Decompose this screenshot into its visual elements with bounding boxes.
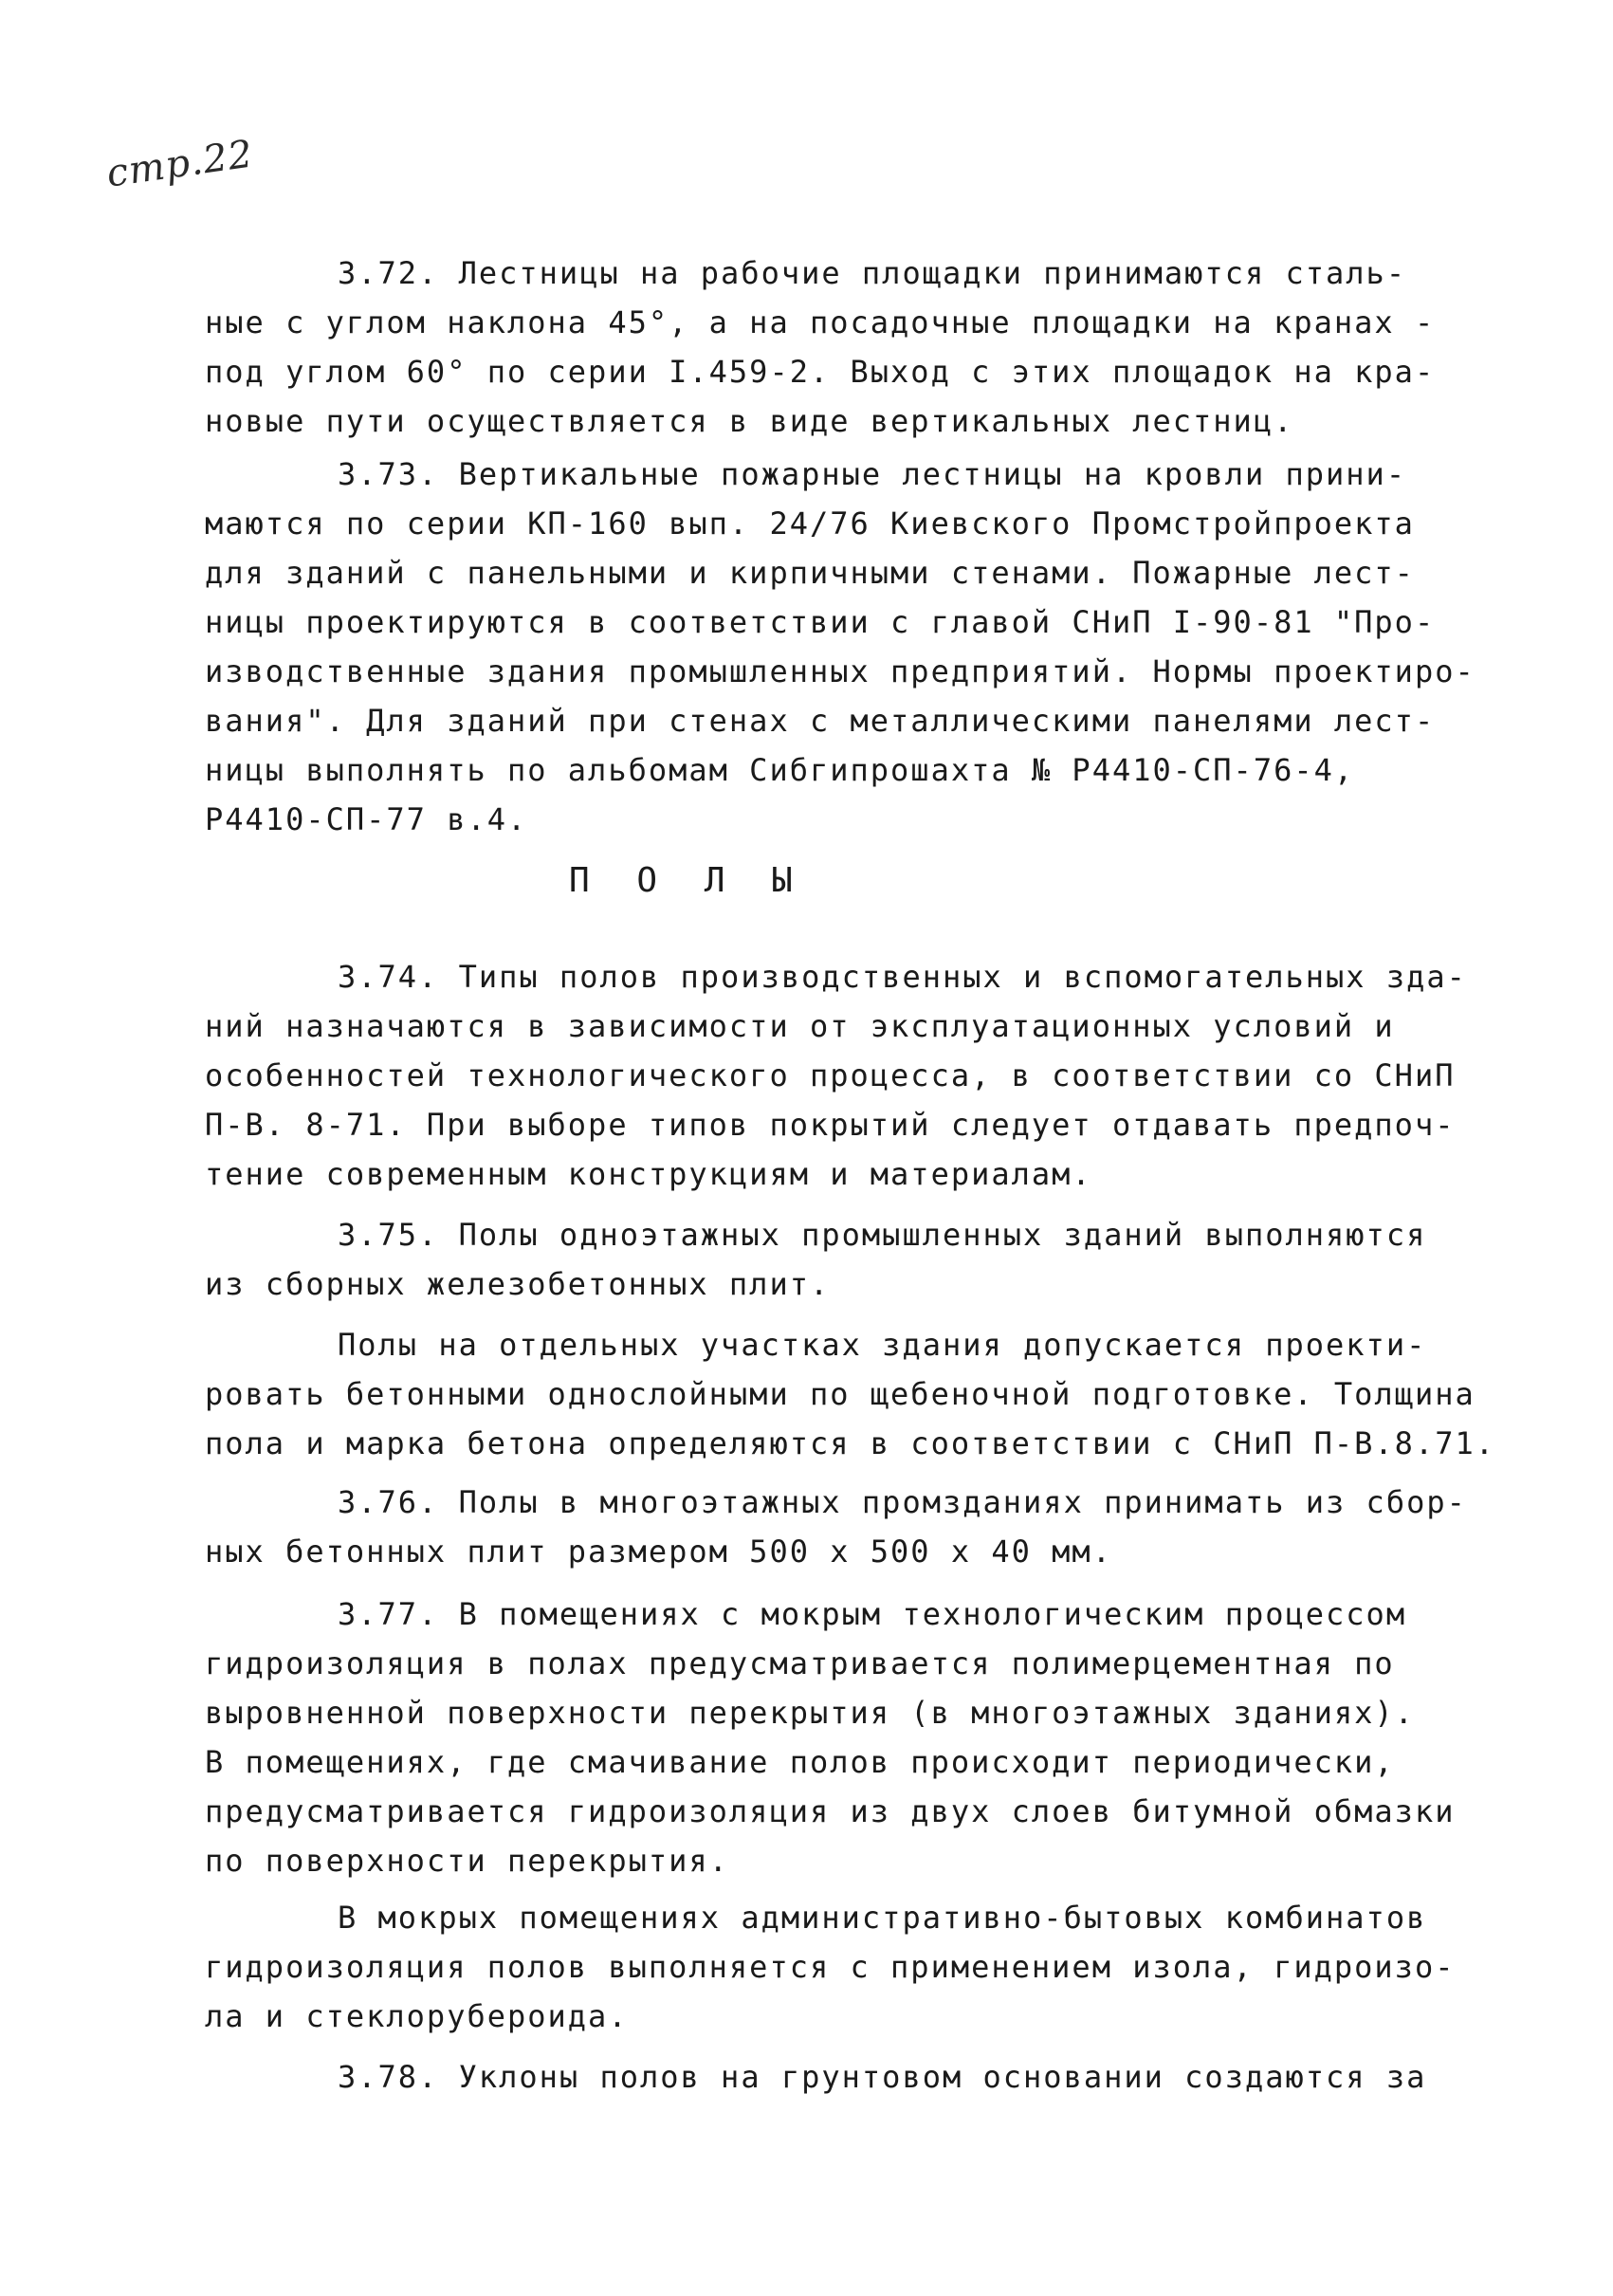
paragraph-3-75 (205, 1210, 1428, 1309)
paragraph-3-76 (205, 1478, 1467, 1576)
text-line: ных бетонных плит размером 500 х 500 х 40 мм. (205, 1534, 1112, 1570)
text-line: по поверхности перекрытия. (205, 1843, 729, 1879)
text-line: 3.75. Полы одноэтажных промышленных зданий выполняются (338, 1217, 1427, 1253)
text-line: П-В. 8-71. При выборе типов покрытий следует отдавать предпоч- (205, 1107, 1456, 1143)
text-line: выровненной поверхности перекрытия (в многоэтажных зданиях). (205, 1695, 1415, 1731)
text-line: тение современным конструкциям и материалам. (205, 1156, 1092, 1192)
text-line: 3.74. Типы полов производственных и вспомогательных зда- (338, 959, 1467, 995)
text-line: В мокрых помещениях административно-бытовых комбинатов (338, 1900, 1427, 1936)
text-line: Р4410-СП-77 в.4. (205, 801, 528, 837)
paragraph-floors-separate-areas (205, 1320, 1495, 1468)
text-line: ла и стеклорубероида. (205, 1998, 629, 2034)
text-line: гидроизоляция полов выполняется с применением изола, гидроизо- (205, 1949, 1456, 1985)
text-line: предусматривается гидроизоляция из двух слоев битумной обмазки (205, 1793, 1456, 1829)
text-line: 3.76. Полы в многоэтажных промзданиях принимать из сбор- (338, 1484, 1467, 1520)
text-line: ровать бетонными однослойными по щебеночной подготовке. Толщина (205, 1376, 1476, 1412)
text-line: под углом 60° по серии I.459-2. Выход с этих площадок на кра- (205, 354, 1436, 390)
paragraph-wet-rooms (205, 1893, 1456, 2041)
text-line: 3.72. Лестницы на рабочие площадки принимаются сталь- (338, 255, 1407, 291)
text-line: 3.78. Уклоны полов на грунтовом основании создаются за (338, 2059, 1427, 2095)
text-line: особенностей технологического процесса, в соответствии со СНиП (205, 1057, 1456, 1093)
paragraph-3-77 (205, 1589, 1456, 1885)
text-line: для зданий с панельными и кирпичными стенами. Пожарные лест- (205, 555, 1415, 591)
text-line: ницы проектируются в соответствии с главой СНиП I-90-81 "Про- (205, 604, 1436, 640)
text-line: ницы выполнять по альбомам Сибгипрошахта № Р4410-СП-76-4, (205, 752, 1355, 788)
text-line: ний назначаются в зависимости от эксплуатационных условий и (205, 1008, 1395, 1044)
text-line: гидроизоляция в полах предусматривается полимерцементная по (205, 1645, 1395, 1681)
text-line: пола и марка бетона определяются в соответствии с СНиП П-В.8.71. (205, 1425, 1495, 1461)
text-line: из сборных железобетонных плит. (205, 1266, 831, 1302)
text-line: изводственные здания промышленных предприятий. Нормы проектиро- (205, 653, 1476, 689)
section-heading: П О Л Ы (569, 861, 806, 900)
text-line: вания". Для зданий при стенах с металлическими панелями лест- (205, 703, 1436, 739)
text-line: 3.77. В помещениях с мокрым технологическим процессом (338, 1596, 1407, 1632)
text-line: ные с углом наклона 45°, а на посадочные площадки на кранах - (205, 304, 1436, 340)
paragraph-3-74 (205, 952, 1467, 1199)
paragraph-3-73 (205, 450, 1476, 844)
text-line: Полы на отдельных участках здания допускается проекти- (338, 1327, 1427, 1363)
text-line: 3.73. Вертикальные пожарные лестницы на кровли прини- (338, 456, 1407, 492)
text-line: маются по серии КП-160 вып. 24/76 Киевского Промстройпроекта (205, 505, 1415, 542)
text-line: В помещениях, где смачивание полов происходит периодически, (205, 1744, 1395, 1780)
paragraph-3-78 (205, 2052, 1428, 2102)
text-line: новые пути осуществляется в виде вертикальных лестниц. (205, 403, 1294, 439)
handwritten-page-number: стр.22 (103, 132, 257, 196)
paragraph-3-72 (205, 248, 1436, 446)
